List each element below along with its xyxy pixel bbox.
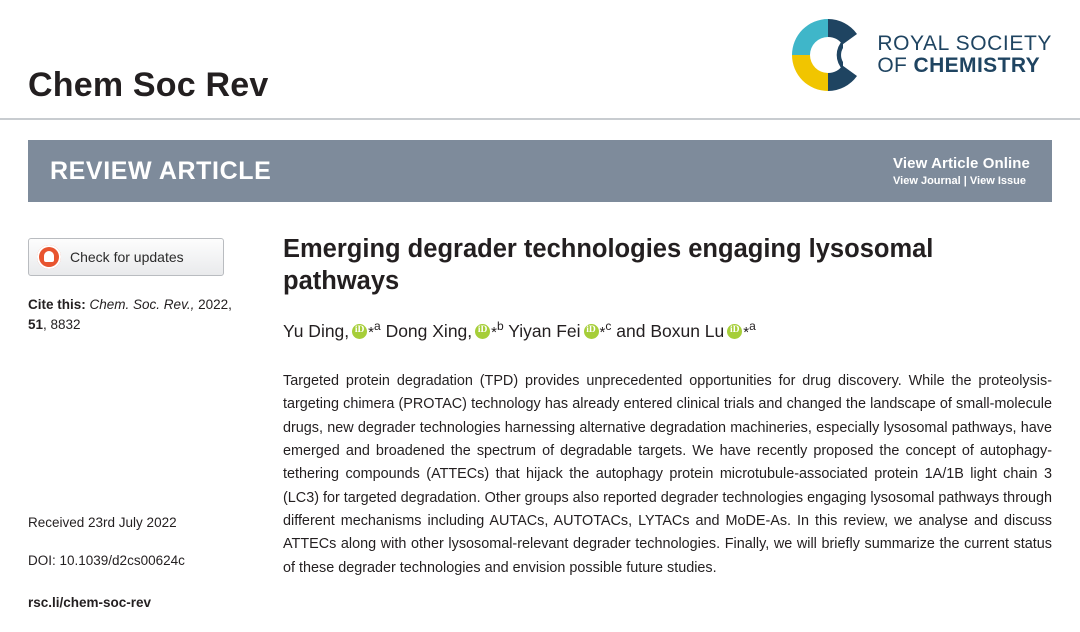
cite-volume: 51 [28,316,44,332]
author-list [283,317,1052,344]
orcid-icon[interactable] [475,324,490,339]
rsc-logo-mark [791,18,865,92]
view-article-online-link[interactable]: View Article Online [893,155,1030,172]
journal-title: Chem Soc Rev [28,66,269,104]
orcid-icon[interactable] [352,324,367,339]
author-affiliation-marker: a [749,318,756,333]
author-affiliation-marker: c [605,318,612,333]
abstract-text: Targeted protein degradation (TPD) provides unprecedented opportunities for drug discovery. While the proteolysis-targeting chimera (PROTAC) technology has already entered clinical trials and changed the landscape of small-molecule drugs, new degrader technologies harnessing alternative degradation machineries, especially lysosomal pathways, have emerged and broadened the spectrum of degradable targets. We have recently proposed the concept of autophagy-tethering compounds (ATTECs) that hijack the autophagy protein microtubule-associated protein 1A/1B light chain 3 (LC3) for targeted degradation. Other groups also reported degrader technologies engaging lysosomal pathways through different mechanisms including AUTACs, AUTOTACs, LYTACs and MoDE-As. In this review, we analyse and discuss ATTECs along with other lysosomal-relevant degrader technologies. Finally, we will briefly summarize the current status of these degrader technologies and envision possible future studies. [283,373,1052,576]
view-links [893,175,1030,187]
crossmark-icon [37,245,61,269]
left-metadata-column [28,238,246,334]
author-name: Yiyan Fei [508,320,581,341]
cite-pages: , 8832 [43,316,81,332]
doi-text[interactable]: DOI: 10.1039/d2cs00624c [28,553,185,568]
article-type-band [28,140,1052,202]
header-divider [0,118,1080,120]
article-type-label: REVIEW ARTICLE [50,156,272,185]
article-content-column [283,234,1052,580]
author-affiliation-marker: b [497,318,504,333]
rsc-wordmark-line1: ROYAL SOCIETY [877,31,1052,55]
cite-journal: Chem. Soc. Rev., [89,297,195,312]
orcid-icon[interactable] [727,324,742,339]
journal-url[interactable]: rsc.li/chem-soc-rev [28,595,152,610]
rsc-logo [791,18,1052,92]
author-affiliation-marker: a [374,318,381,333]
received-date: Received 23rd July 2022 [28,515,177,530]
rsc-wordmark-of: OF [877,54,914,77]
author-name: Yu Ding, [283,320,350,341]
corresponding-author-marker: * [491,323,497,341]
author-name: and Boxun Lu [616,320,725,341]
view-links-separator: | [960,175,970,187]
view-online-block [893,155,1030,187]
cite-year: 2022, [198,297,232,312]
cite-this-label: Cite this: [28,297,86,312]
masthead [0,0,1080,122]
corresponding-author-marker: * [743,323,750,341]
corresponding-author-marker: * [368,323,374,341]
check-for-updates-label: Check for updates [70,249,184,265]
view-journal-link[interactable]: View Journal [893,175,961,187]
corresponding-author-marker: * [599,323,606,341]
rsc-wordmark-line2 [877,55,1052,77]
check-for-updates-button[interactable] [28,238,224,276]
view-issue-link[interactable]: View Issue [969,175,1026,187]
orcid-icon[interactable] [584,324,599,339]
cite-this-block [28,295,246,334]
rsc-wordmark [877,33,1052,77]
author-name: Dong Xing, [385,320,473,341]
page-title: Emerging degrader technologies engaging lysosomal pathways [283,235,934,295]
rsc-wordmark-chemistry: CHEMISTRY [913,54,1041,77]
